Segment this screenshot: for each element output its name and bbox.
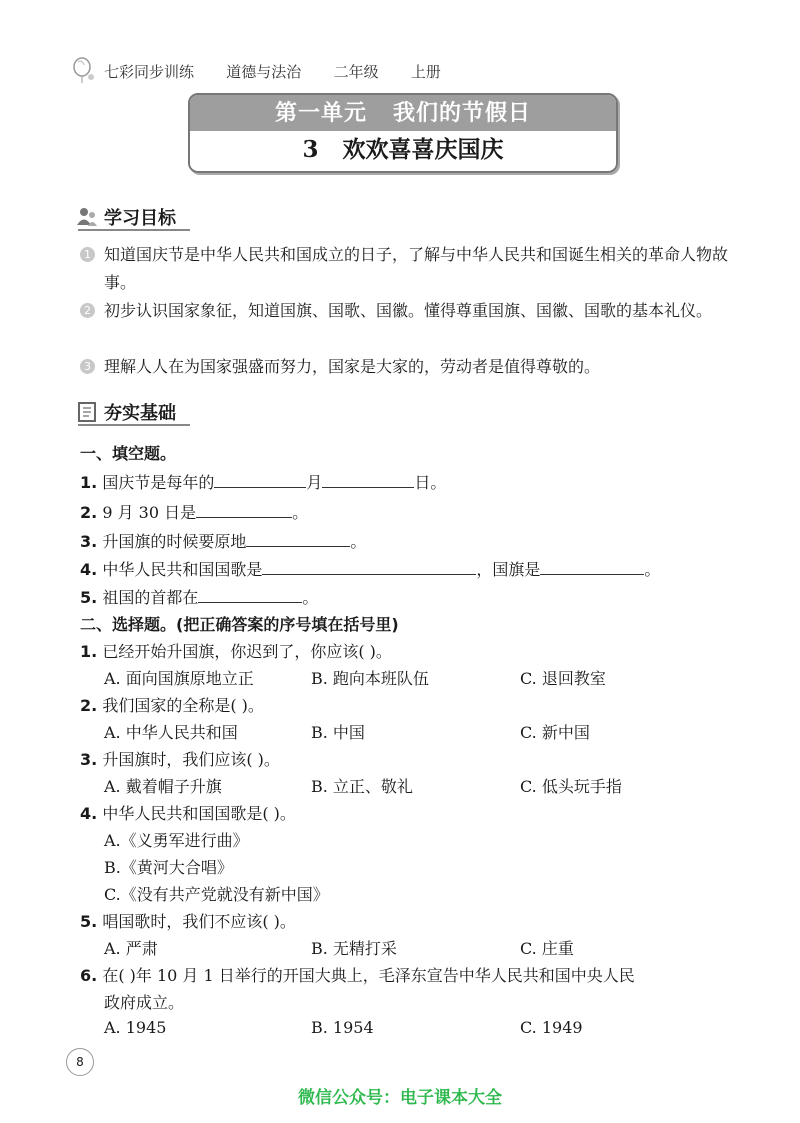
option-c[interactable]: C. 1949 [520,1018,583,1037]
balloon-logo-icon [72,57,96,85]
question-text: 已经开始升国旗，你迟到了，你应该( )。 [102,642,392,661]
question-number: 4. [80,560,98,579]
question-number: 3. [80,750,98,769]
choice-question-2 [80,693,264,716]
answer-blank[interactable] [322,473,414,488]
fill-question-1 [80,470,446,493]
question-text: 升国旗时，我们应该( )。 [102,750,280,769]
question-text: ，国旗是 [476,560,541,579]
page-number: 8 [66,1048,94,1076]
page-header [72,56,441,86]
goal-text: 初步认识国家象征，知道国旗、国歌、国徽。懂得尊重国旗、国徽、国歌的基本礼仪。 [104,301,713,320]
question-text: 。 [644,560,661,579]
answer-blank[interactable] [198,588,302,603]
option-a[interactable]: A. 戴着帽子升旗 [104,777,222,796]
goal-number: 3 [80,359,95,374]
series-title: 七彩同步训练 道德与法治 二年级 上册 [104,62,441,81]
question-text: 。 [350,532,367,551]
question-number: 1. [80,642,98,661]
question-text: 中华人民共和国国歌是( )。 [102,804,296,823]
option-a[interactable]: A. 1945 [104,1018,167,1037]
part1-title: 一、填空题。 [80,444,177,463]
question-number: 1. [80,473,98,492]
question-text: 唱国歌时，我们不应该( )。 [102,912,296,931]
question-number: 4. [80,804,98,823]
goal-number: 2 [80,303,95,318]
answer-blank[interactable] [262,560,476,575]
question-text: 在( )年 10 月 1 日举行的开国大典上，毛泽东宣告中华人民共和国中央人民 [102,966,635,985]
question-text: 中华人民共和国国歌是 [102,560,263,579]
question-number: 2. [80,503,98,522]
learners-icon [76,206,98,228]
goals-heading-underline [78,229,190,231]
question-number: 5. [80,912,98,931]
question-text: 。 [302,588,319,607]
question-text: 国庆节是每年的 [102,473,215,492]
choice-question-6 [80,963,635,986]
question-text-continued: 政府成立。 [104,993,185,1012]
part2-title: 二、选择题。(把正确答案的序号填在括号里) [80,615,399,634]
book-icon [76,401,98,423]
option-a[interactable]: A. 面向国旗原地立正 [104,669,254,688]
lesson-title: 3 欢欢喜喜庆国庆 [190,131,616,169]
goal-item-3 [80,353,744,381]
option-c[interactable]: C. 庄重 [520,939,574,958]
goal-item-1 [80,241,744,297]
answer-blank[interactable] [196,503,292,518]
watermark: 微信公众号：电子课本大全 [298,1088,502,1108]
question-text: 。 [292,503,309,522]
option-c[interactable]: C. 新中国 [520,723,590,742]
option-c[interactable]: C. 低头玩手指 [520,777,622,796]
question-number: 5. [80,588,98,607]
unit-title: 第一单元 我们的节假日 [190,95,616,131]
goal-text: 理解人人在为国家强盛而努力，国家是大家的，劳动者是值得尊敬的。 [104,357,601,376]
lesson-title-box [188,93,618,173]
option-a[interactable]: A. 中华人民共和国 [104,723,238,742]
question-text: 月 [306,473,323,492]
goal-text: 知道国庆节是中华人民共和国成立的日子，了解与中华人民共和国诞生相关的革命人物故事。 [104,245,729,292]
option-b[interactable]: B. 中国 [311,723,365,742]
option-b[interactable]: B. 跑向本班队伍 [311,669,429,688]
choice-question-3 [80,747,280,770]
basics-heading-underline [78,424,190,426]
option-a[interactable]: A. 严肃 [104,939,158,958]
question-text: 日。 [414,473,447,492]
fill-question-3 [80,529,366,552]
option-b[interactable]: B. 1954 [311,1018,374,1037]
choice-question-4 [80,801,296,824]
fill-question-5 [80,585,318,608]
question-number: 3. [80,532,98,551]
option-c[interactable]: C.《没有共产党就没有新中国》 [104,885,329,904]
question-number: 2. [80,696,98,715]
goal-item-2 [80,297,744,325]
basics-heading [76,398,176,426]
question-text: 我们国家的全称是( )。 [102,696,264,715]
goal-number: 1 [80,247,95,262]
basics-heading-label: 夯实基础 [104,403,176,424]
fill-question-2 [80,500,308,523]
answer-blank[interactable] [246,532,350,547]
option-b[interactable]: B. 无精打采 [311,939,397,958]
fill-question-4 [80,557,660,580]
goals-heading-label: 学习目标 [104,208,176,229]
choice-question-5 [80,909,296,932]
option-b[interactable]: B.《黄河大合唱》 [104,858,233,877]
option-c[interactable]: C. 退回教室 [520,669,606,688]
question-number: 6. [80,966,98,985]
question-text: 祖国的首都在 [102,588,199,607]
question-text: 升国旗的时候要原地 [102,532,247,551]
goals-heading [76,203,176,231]
answer-blank[interactable] [214,473,306,488]
question-text: 9 月 30 日是 [102,503,197,522]
option-b[interactable]: B. 立正、敬礼 [311,777,413,796]
choice-question-1 [80,639,392,662]
option-a[interactable]: A.《义勇军进行曲》 [104,831,249,850]
answer-blank[interactable] [540,560,644,575]
